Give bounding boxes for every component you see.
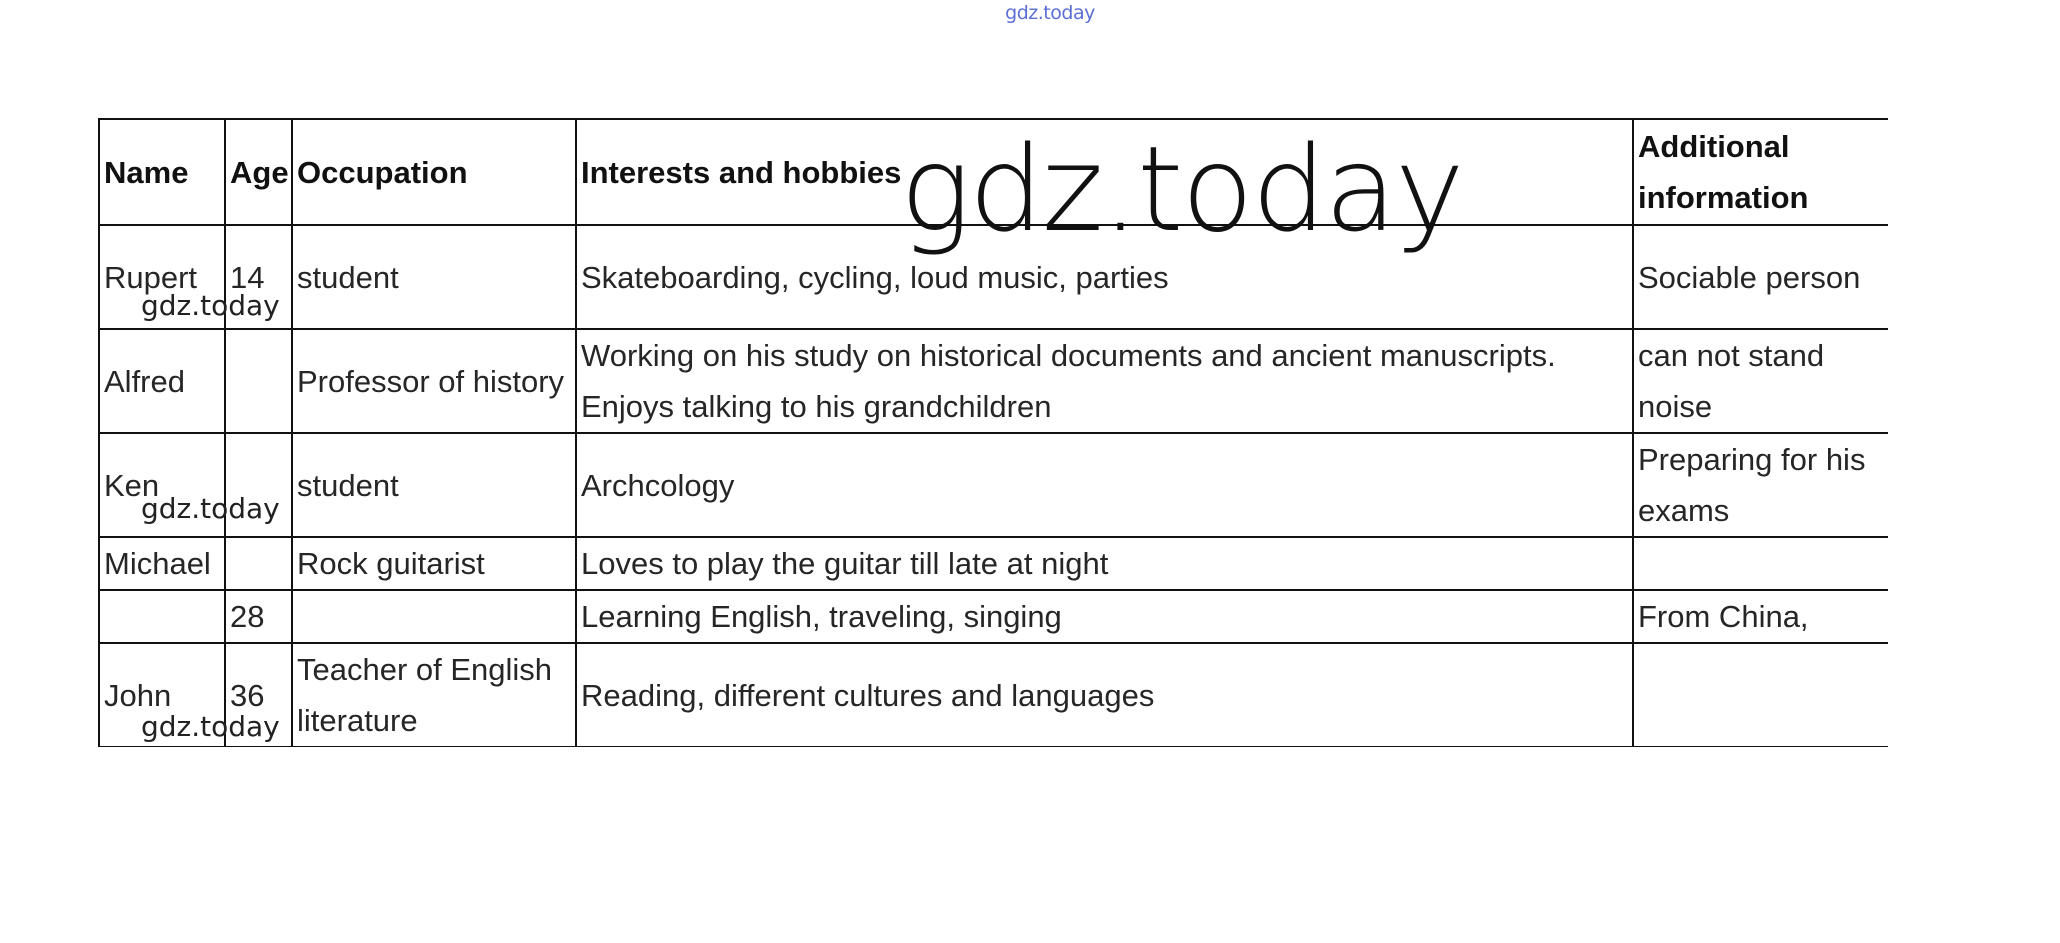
cell-additional-info — [1633, 643, 1888, 747]
cell-age — [225, 329, 292, 433]
cell-interests: Reading, different cultures and languages — [576, 643, 1633, 747]
cell-interests: Working on his study on historical documents and ancient manuscripts. Enjoys talking to his grandchildren — [576, 329, 1633, 433]
cell-additional-info: Sociable person — [1633, 225, 1888, 329]
cell-age: 36 — [225, 643, 292, 747]
cell-name — [99, 590, 225, 643]
cell-name: John — [99, 643, 225, 747]
cell-occupation — [292, 590, 576, 643]
column-header-name: Name — [99, 119, 225, 225]
table-row — [99, 329, 1888, 433]
cell-additional-info: can not stand noise — [1633, 329, 1888, 433]
table-row — [99, 590, 1888, 643]
table-row — [99, 433, 1888, 537]
table-row — [99, 643, 1888, 747]
column-header-age: Age — [225, 119, 292, 225]
cell-name: Ken — [99, 433, 225, 537]
table-row — [99, 225, 1888, 329]
cell-occupation: Rock guitarist — [292, 537, 576, 590]
watermark-small: gdz.today — [141, 710, 280, 743]
cell-age: 14 — [225, 225, 292, 329]
watermark-small: gdz.today — [141, 289, 280, 322]
cell-interests: Archcology — [576, 433, 1633, 537]
cell-name: Rupert — [99, 225, 225, 329]
table-row — [99, 537, 1888, 590]
cell-additional-info: Preparing for his exams — [1633, 433, 1888, 537]
cell-interests: Skateboarding, cycling, loud music, parties — [576, 225, 1633, 329]
site-tag: gdz.today — [1005, 2, 1095, 24]
cell-age: 28 — [225, 590, 292, 643]
people-table — [98, 118, 1888, 747]
watermark-small: gdz.today — [141, 492, 280, 525]
cell-additional-info: From China, — [1633, 590, 1888, 643]
cell-occupation: student — [292, 433, 576, 537]
column-header-occupation: Occupation — [292, 119, 576, 225]
watermark-large: gdz.today — [900, 120, 1463, 258]
cell-interests: Loves to play the guitar till late at night — [576, 537, 1633, 590]
cell-age — [225, 537, 292, 590]
table-container — [98, 118, 1888, 747]
cell-occupation: Teacher of English literature — [292, 643, 576, 747]
cell-name: Michael — [99, 537, 225, 590]
cell-age — [225, 433, 292, 537]
cell-occupation: Professor of history — [292, 329, 576, 433]
cell-interests: Learning English, traveling, singing — [576, 590, 1633, 643]
cell-name: Alfred — [99, 329, 225, 433]
table-header-row — [99, 119, 1888, 225]
column-header-interests: Interests and hobbies — [576, 119, 1633, 225]
cell-additional-info — [1633, 537, 1888, 590]
column-header-additional-info: Additional information — [1633, 119, 1888, 225]
cell-occupation: student — [292, 225, 576, 329]
